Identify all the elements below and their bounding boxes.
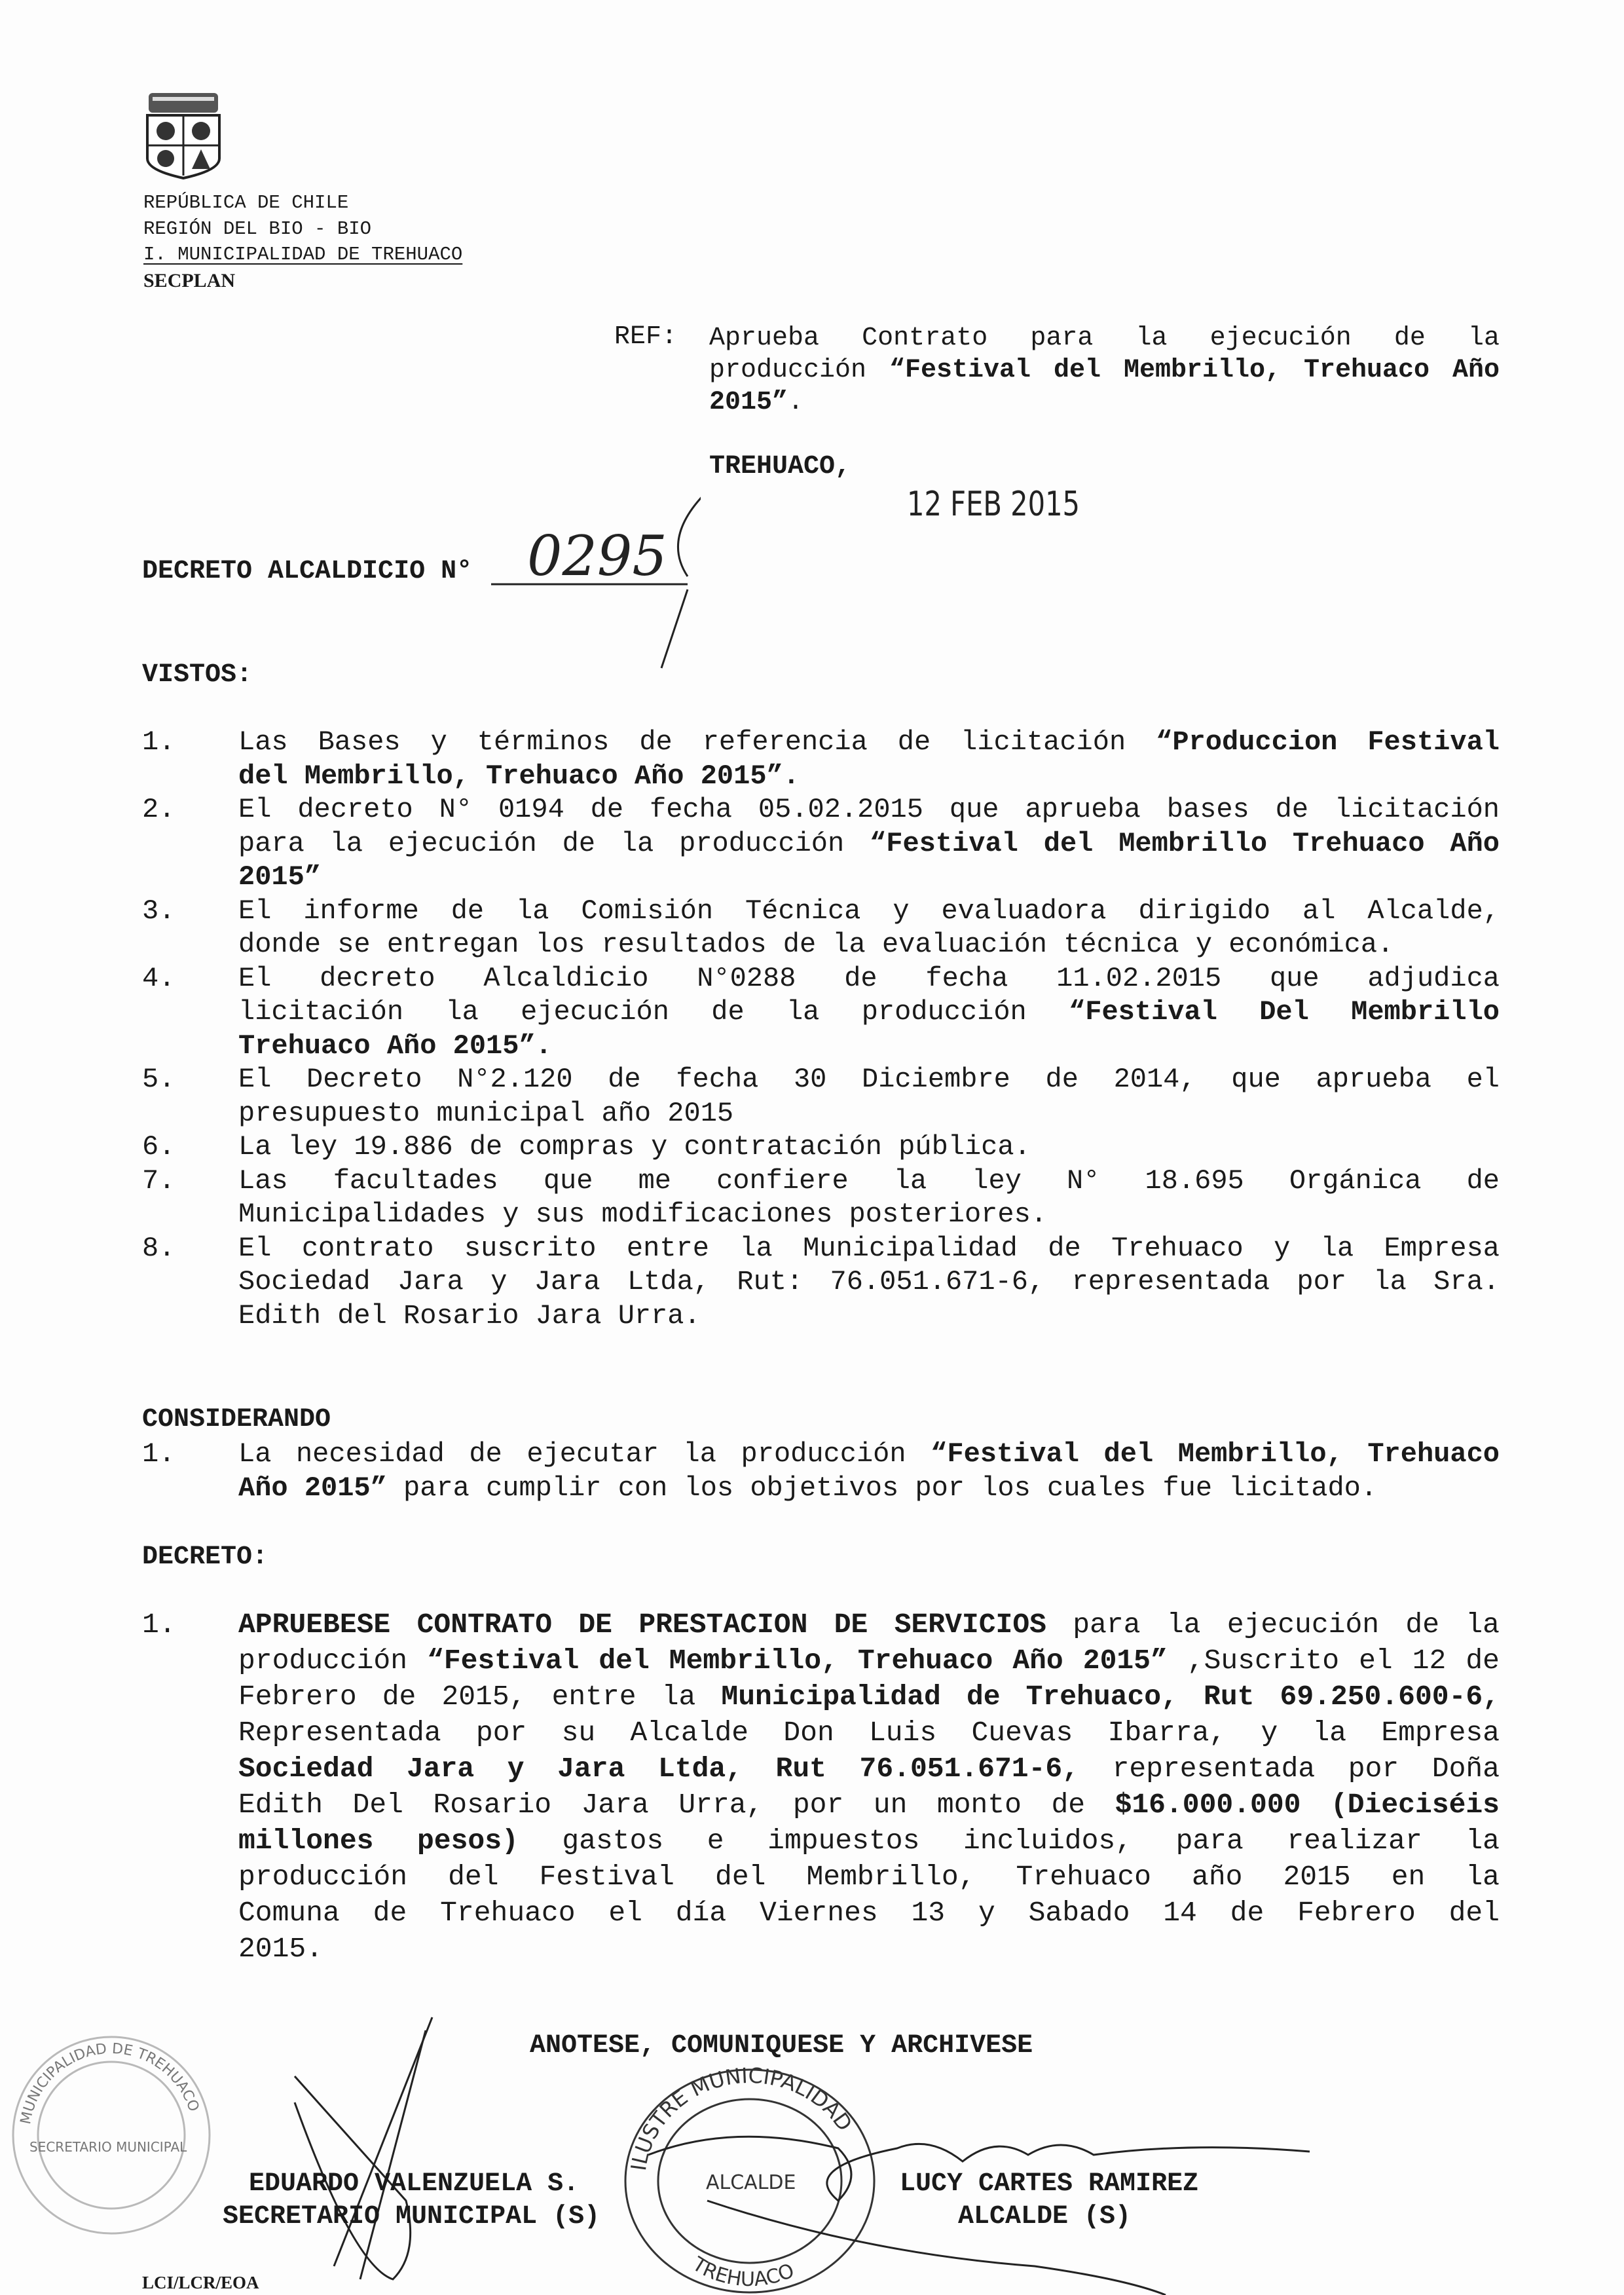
- text-line: [709, 386, 1500, 419]
- vistos-item: [142, 1165, 1500, 1232]
- letterhead-department: SECPLAN: [143, 269, 236, 291]
- bold-text: “Festival del Membrillo, Trehuaco Año 2015”: [427, 1645, 1168, 1677]
- text: donde se entregan los resultados de la evaluación técnica y económica.: [238, 929, 1394, 960]
- text: Las facultades que me confiere la ley N° 18.695 Orgánica de: [238, 1165, 1500, 1197]
- item-number: 3.: [142, 895, 175, 927]
- text: La necesidad de ejecutar la producción: [238, 1438, 931, 1470]
- mayor-stamp-ring-top: ILUSTRE MUNICIPALIDAD: [625, 2062, 858, 2173]
- text: Edith del Rosario Jara Urra.: [238, 1299, 701, 1332]
- text: producción: [238, 1645, 428, 1677]
- text-line: [238, 1130, 1500, 1165]
- considerando-list: [142, 1438, 1500, 1505]
- place: TREHUACO,: [709, 452, 851, 481]
- bold-text: APRUEBESE CONTRATO DE PRESTACION DE SERVICIOS: [238, 1609, 1046, 1641]
- text: Las Bases y términos de referencia de licitación: [238, 726, 1156, 758]
- decree-number-underline: [491, 485, 701, 681]
- vistos-item: [142, 962, 1500, 1064]
- item-number: 7.: [142, 1165, 175, 1197]
- text: ,Suscrito el 12 de: [1167, 1645, 1500, 1677]
- bold-text: 2015”: [238, 861, 322, 893]
- text: Municipalidades y sus modificaciones posteriores.: [238, 1199, 1048, 1230]
- text-line: [238, 861, 1500, 895]
- text-line: [238, 1265, 1500, 1299]
- text: El contrato suscrito entre la Municipalidad de Trehuaco y la Empresa: [238, 1232, 1500, 1264]
- bold-text: Trehuaco Año 2015”.: [238, 1030, 552, 1062]
- secretary-stamp-ring: MUNICIPALIDAD DE TREHUACO: [18, 2040, 202, 2126]
- vistos-item: [142, 793, 1500, 895]
- text: presupuesto municipal año 2015: [238, 1097, 734, 1129]
- text-line: [238, 1859, 1500, 1895]
- vistos-item: [142, 1130, 1500, 1165]
- considerando-heading: CONSIDERANDO: [142, 1405, 331, 1434]
- vistos-heading: VISTOS:: [142, 660, 253, 690]
- text-line: [238, 827, 1500, 861]
- reference-block: [614, 322, 1500, 417]
- secretary-signature: [295, 2017, 432, 2279]
- letterhead-line: REGIÓN DEL BIO - BIO: [143, 217, 372, 240]
- secretary-name: EDUARDO VALENZUELA S.: [249, 2169, 580, 2199]
- text: Comuna de Trehuaco el día Viernes 13 y Sabado 14 de Febrero del: [238, 1897, 1500, 1929]
- initials: LCI/LCR/EOA: [142, 2273, 259, 2292]
- text-line: [238, 1232, 1500, 1266]
- date-stamp: 12 FEB 2015: [907, 485, 1080, 524]
- text-line: [238, 1030, 1500, 1064]
- bold-text: Sociedad Jara y Jara Ltda, Rut 76.051.671-6,: [238, 1753, 1079, 1785]
- text: Representada por su Alcalde Don Luis Cuevas Ibarra, y la Empresa: [238, 1717, 1500, 1749]
- item-number: 1.: [142, 1609, 176, 1641]
- vistos-item: [142, 895, 1500, 962]
- vistos-item: [142, 1063, 1500, 1130]
- item-number: 6.: [142, 1131, 175, 1163]
- text: producción del Festival del Membrillo, Trehuaco año 2015 en la: [238, 1861, 1500, 1893]
- text-line: [238, 1299, 1500, 1334]
- text: para la ejecución de la producción: [238, 827, 870, 859]
- secretary-stamp: [13, 2037, 210, 2233]
- bold-text: $16.000.000 (Dieciséis: [1115, 1789, 1500, 1821]
- text-line: [238, 1198, 1500, 1232]
- text: Edith Del Rosario Jara Urra, por un monto de: [238, 1789, 1115, 1821]
- text: 2015.: [238, 1933, 323, 1965]
- text: Sociedad Jara y Jara Ltda, Rut: 76.051.671-6, representada por la Sra.: [238, 1266, 1500, 1297]
- letterhead: [143, 190, 462, 293]
- text: La ley 19.886 de compras y contratación pública.: [238, 1131, 1031, 1163]
- text: Aprueba Contrato para la ejecución de la: [709, 324, 1500, 353]
- item-number: 1.: [142, 1438, 175, 1470]
- text: El decreto N° 0194 de fecha 05.02.2015 que aprueba bases de licitación: [238, 794, 1500, 825]
- secretary-role: SECRETARIO MUNICIPAL (S): [223, 2202, 600, 2231]
- text-line: [709, 354, 1500, 386]
- considerando-item: [142, 1438, 1500, 1505]
- text: para la ejecución de la: [1046, 1609, 1500, 1641]
- decreto-heading: DECRETO:: [142, 1542, 268, 1572]
- vistos-item: [142, 1232, 1500, 1334]
- item-number: 2.: [142, 794, 175, 825]
- decree-number-handwritten: 0295: [527, 524, 667, 588]
- decreto-item: [142, 1607, 1500, 1967]
- mayor-stamp-ring-bottom: TREHUACO: [688, 2252, 798, 2292]
- text-line: [238, 895, 1500, 929]
- bold-text: Año 2015”: [238, 1472, 387, 1504]
- text-line: [238, 793, 1500, 827]
- mayor-stamp-center: ALCALDE: [706, 2171, 796, 2194]
- item-number: 8.: [142, 1232, 175, 1264]
- text: para cumplir con los objetivos por los cuales fue licitado.: [386, 1472, 1378, 1504]
- text-line: [238, 1438, 1500, 1472]
- letterhead-municipality: I. MUNICIPALIDAD DE TREHUACO: [143, 244, 463, 265]
- bold-text: “Produccion Festival: [1156, 726, 1500, 758]
- bold-text: “Festival del Membrillo, Trehuaco: [931, 1438, 1500, 1470]
- mayor-name: LUCY CARTES RAMIREZ: [900, 2169, 1199, 2199]
- text: El decreto Alcaldicio N°0288 de fecha 11.02.2015 que adjudica: [238, 962, 1500, 994]
- vistos-item: [142, 726, 1500, 793]
- text-line: [238, 726, 1500, 760]
- text-line: [238, 928, 1500, 962]
- text: El informe de la Comisión Técnica y evaluadora dirigido al Alcalde,: [238, 895, 1500, 927]
- text-line: [709, 322, 1500, 354]
- vistos-list: [142, 726, 1500, 1333]
- text: El Decreto N°2.120 de fecha 30 Diciembre de 2014, que aprueba el: [238, 1064, 1500, 1095]
- text-line: [238, 1643, 1500, 1679]
- ref-label: REF:: [614, 322, 678, 352]
- text-line: [238, 1931, 1500, 1967]
- mayor-role: ALCALDE (S): [958, 2202, 1132, 2231]
- text-line: [238, 1063, 1500, 1097]
- text-line: [238, 996, 1500, 1030]
- bold-text: 2015”: [709, 388, 788, 417]
- text-line: [238, 760, 1500, 794]
- bold-text: millones pesos): [238, 1825, 519, 1857]
- text: Febrero de 2015, entre la: [238, 1681, 722, 1713]
- item-number: 4.: [142, 962, 175, 994]
- letterhead-line: REPÚBLICA DE CHILE: [143, 192, 349, 214]
- text-line: [238, 1823, 1500, 1859]
- item-number: 1.: [142, 726, 175, 758]
- coat-of-arms-logo: [143, 90, 223, 179]
- text: producción: [709, 356, 890, 385]
- text: representada por Doña: [1079, 1753, 1500, 1785]
- text: gastos e impuestos incluidos, para realizar la: [518, 1825, 1500, 1857]
- text-line: [238, 1751, 1500, 1787]
- decree-number-label: DECRETO ALCALDICIO N°: [142, 557, 473, 586]
- secretary-stamp-center: SECRETARIO MUNICIPAL: [29, 2139, 187, 2155]
- ref-text: [709, 322, 1500, 419]
- text-line: [238, 962, 1500, 996]
- text-line: [238, 1607, 1500, 1643]
- text-line: [238, 1787, 1500, 1823]
- text-line: [238, 1895, 1500, 1931]
- bold-text: “Festival Del Membrillo: [1069, 996, 1500, 1028]
- text-line: [238, 1679, 1500, 1715]
- text: .: [788, 388, 804, 417]
- text-line: [238, 1472, 1500, 1506]
- bold-text: “Festival del Membrillo, Trehuaco Año: [889, 356, 1500, 385]
- closing-formula: ANOTESE, COMUNIQUESE Y ARCHIVESE: [530, 2031, 1033, 2061]
- text-line: [238, 1165, 1500, 1199]
- bold-text: “Festival del Membrillo Trehuaco Año: [870, 827, 1500, 859]
- item-number: 5.: [142, 1064, 175, 1095]
- decreto-list: [142, 1607, 1500, 1967]
- text-line: [238, 1715, 1500, 1751]
- text: licitación la ejecución de la producción: [238, 996, 1069, 1028]
- bold-text: del Membrillo, Trehuaco Año 2015”.: [238, 760, 800, 792]
- text-line: [238, 1097, 1500, 1131]
- bold-text: Municipalidad de Trehuaco, Rut 69.250.600-6,: [721, 1681, 1500, 1713]
